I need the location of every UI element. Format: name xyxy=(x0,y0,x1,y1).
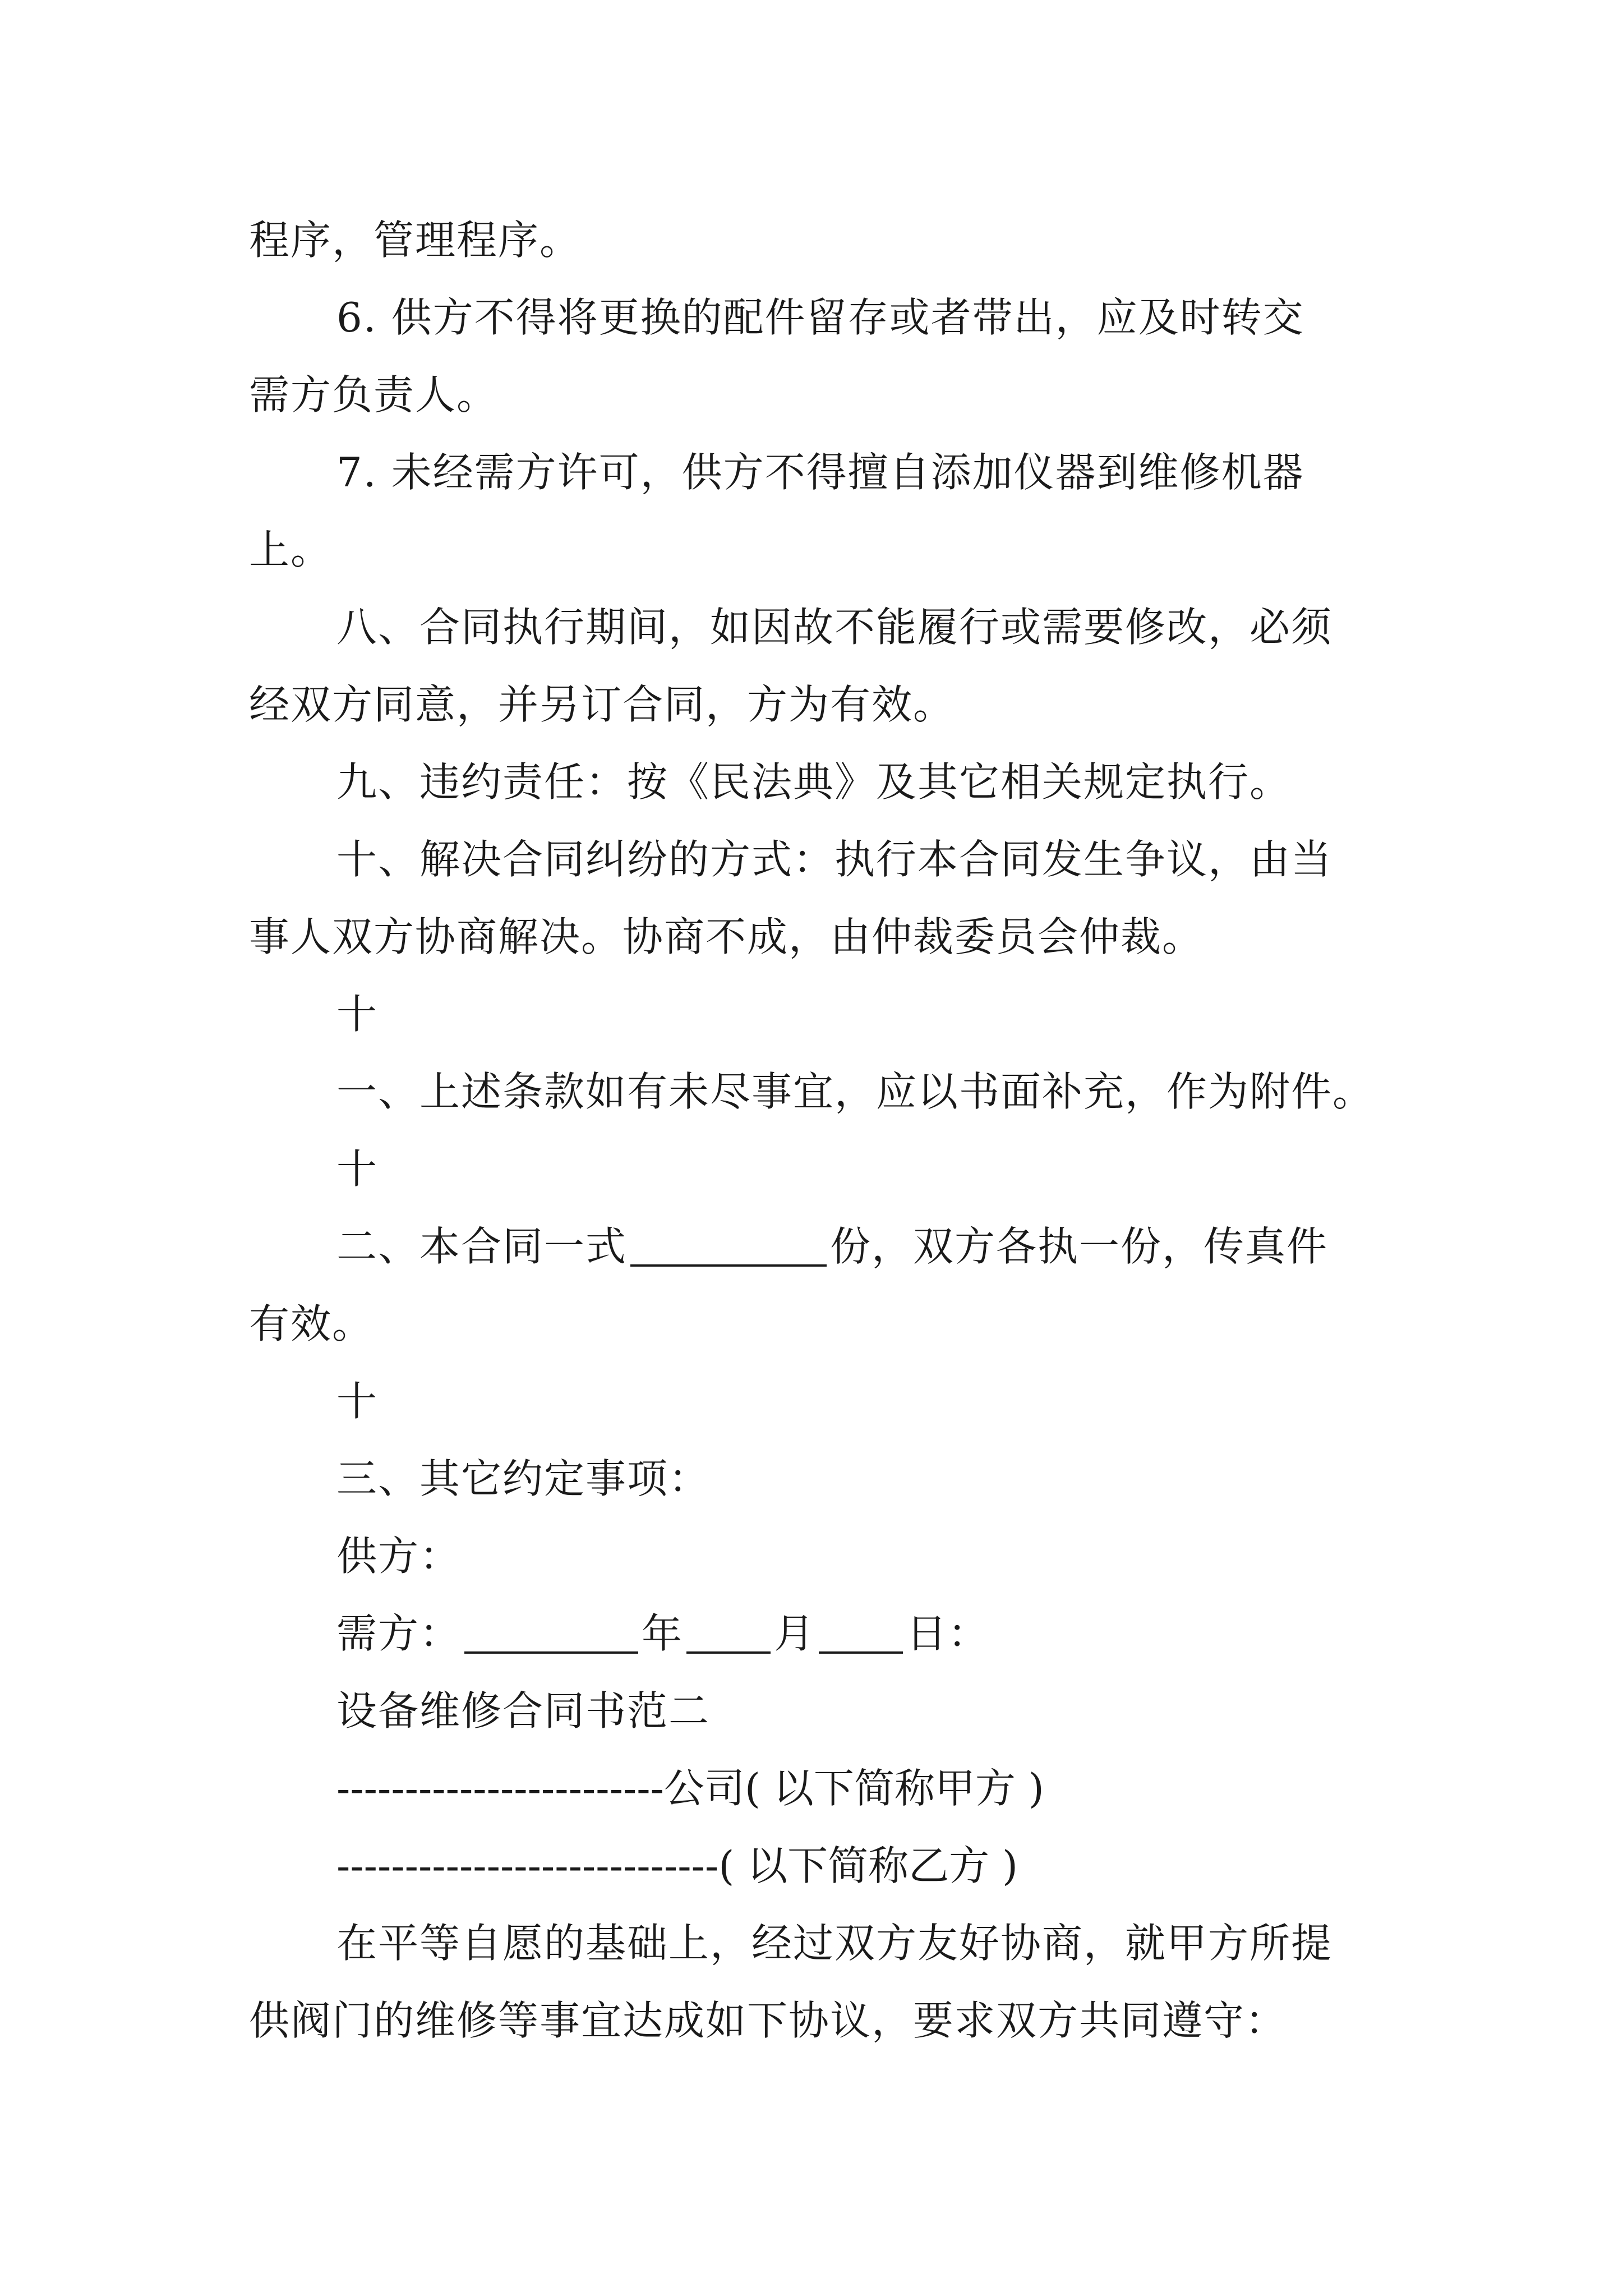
clause-6-line-2: 需方负责人。 xyxy=(249,371,499,418)
clause-8-line-2: 经双方同意，并另订合同，方为有效。 xyxy=(249,681,955,728)
clause-12-text xyxy=(336,1223,1329,1270)
copies-blank xyxy=(630,1226,827,1267)
clause-8-line-1: 八、合同执行期间，如因故不能履行或需要修改，必须 xyxy=(336,604,1333,651)
day-label: 日： xyxy=(906,1610,990,1657)
clause-7-line-2: 上。 xyxy=(249,526,333,573)
text-line-procedure: 程序，管理程序。 xyxy=(249,217,582,264)
clause-11-text: 一、上述条款如有未尽事宜，应以书面补充，作为附件。 xyxy=(336,1068,1375,1115)
clause-12-line-2: 有效。 xyxy=(249,1300,374,1347)
second-template-title: 设备维修合同书范二 xyxy=(336,1687,711,1734)
year-label: 年 xyxy=(642,1610,684,1657)
clause-7-line-1: 7. 未经需方许可，供方不得擅自添加仪器到维修机器 xyxy=(336,449,1304,496)
clause-10-line-1: 十、解决合同纠纷的方式：执行本合同发生争议，由当 xyxy=(336,836,1333,883)
day-blank xyxy=(819,1613,903,1654)
year-blank xyxy=(464,1613,638,1654)
clause-12-number: 十 xyxy=(336,1145,379,1193)
party-b-line: ----------------------------( 以下简称乙方 ) xyxy=(336,1842,1018,1889)
clause-13-number: 十 xyxy=(336,1378,379,1425)
preamble-line-2: 供阀门的维修等事宜达成如下协议，要求双方共同遵守： xyxy=(249,1997,1287,2044)
party-a-line: ------------------------公司( 以下简称甲方 ) xyxy=(336,1765,1044,1812)
clause-9: 九、违约责任：按《民法典》及其它相关规定执行。 xyxy=(336,758,1292,806)
clause-11-number: 十 xyxy=(336,991,379,1038)
clause-10-line-2: 事人双方协商解决。协商不成，由仲裁委员会仲裁。 xyxy=(249,913,1204,960)
month-blank xyxy=(686,1613,771,1654)
copies-text-after: 份，双方各执一份，传真件 xyxy=(830,1223,1329,1270)
buyer-date-line xyxy=(336,1610,990,1657)
clause-6-line-1: 6. 供方不得将更换的配件留存或者带出，应及时转交 xyxy=(336,294,1304,341)
clause-13-text: 三、其它约定事项： xyxy=(336,1455,711,1502)
preamble-line-1: 在平等自愿的基础上，经过双方友好协商，就甲方所提 xyxy=(336,1920,1333,1967)
supplier-signature-label: 供方： xyxy=(336,1533,462,1580)
copies-text-before: 二、本合同一式 xyxy=(336,1223,628,1270)
month-label: 月 xyxy=(774,1610,816,1657)
buyer-label: 需方： xyxy=(336,1610,462,1657)
